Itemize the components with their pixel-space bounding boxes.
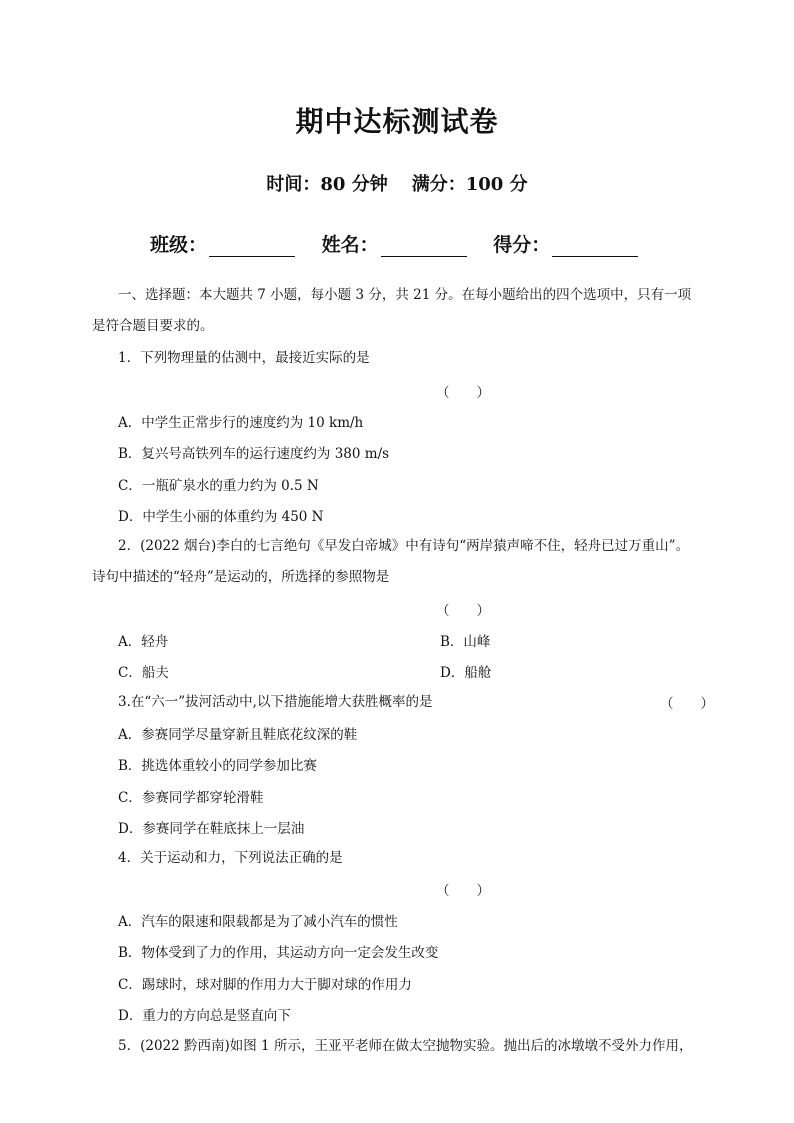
question-3-answer-paren[interactable]: （ ）	[660, 696, 714, 712]
question-2-stem-line1: 2．(2022 烟台)李白的七言绝句《早发白帝城》中有诗句“两岸猿声啼不住，轻舟已过万重山”。	[118, 538, 690, 554]
question-1-stem: 1．下列物理量的估测中，最接近实际的是	[118, 350, 370, 366]
class-blank[interactable]	[209, 236, 295, 257]
question-5-stem: 5．(2022 黔西南)如图 1 所示，王亚平老师在做太空抛物实验。抛出后的冰墩墩不受外力作用，	[118, 1038, 693, 1054]
name-field	[322, 230, 467, 257]
question-3-option-c: C．参赛同学都穿轮滑鞋	[118, 790, 264, 806]
question-2-answer-paren[interactable]: （ ）	[436, 603, 490, 619]
question-2-option-b: B．山峰	[440, 634, 491, 650]
class-field	[150, 230, 295, 257]
section-intro-line2: 是符合题目要求的。	[92, 318, 214, 334]
question-4-option-c: C．踢球时，球对脚的作用力大于脚对球的作用力	[118, 977, 412, 993]
score-field	[493, 230, 638, 257]
question-2-option-c: C．船夫	[118, 665, 169, 681]
question-2-option-a: A．轻舟	[118, 634, 169, 650]
question-3-stem: 3.在“六一”拔河活动中,以下措施能增大获胜概率的是	[118, 694, 433, 710]
score-blank[interactable]	[552, 236, 638, 257]
question-3-option-b: B．挑选体重较小的同学参加比赛	[118, 758, 317, 774]
question-2-stem-line2: 诗句中描述的“轻舟”是运动的，所选择的参照物是	[92, 569, 390, 585]
score-label: 得分：	[493, 234, 551, 256]
time-score-line	[0, 170, 794, 196]
section-intro-line1: 一、选择题：本大题共 7 小题，每小题 3 分，共 21 分。在每小题给出的四个选项中，只有一项	[118, 287, 692, 303]
time-label: 时间：80 分钟	[266, 174, 388, 195]
page-title: 期中达标测试卷	[295, 105, 499, 138]
name-label: 姓名：	[321, 234, 379, 256]
question-4-option-b: B．物体受到了力的作用，其运动方向一定会发生改变	[118, 945, 439, 961]
total-score-label: 满分：100 分	[411, 174, 528, 195]
question-4-stem: 4．关于运动和力，下列说法正确的是	[118, 850, 343, 866]
name-blank[interactable]	[381, 236, 467, 257]
question-3-option-a: A．参赛同学尽量穿新且鞋底花纹深的鞋	[118, 727, 358, 743]
question-2-option-d: D．船舱	[440, 665, 492, 681]
question-4-answer-paren[interactable]: （ ）	[436, 883, 490, 899]
student-info-fields	[150, 230, 710, 257]
question-1-option-c: C．一瓶矿泉水的重力约为 0.5 N	[118, 478, 319, 494]
question-1-option-d: D．中学生小丽的体重约为 450 N	[118, 509, 324, 525]
question-1-answer-paren[interactable]: （ ）	[436, 385, 490, 401]
class-label: 班级：	[150, 234, 208, 256]
question-1-option-a: A．中学生正常步行的速度约为 10 km/h	[118, 415, 364, 431]
question-4-option-a: A．汽车的限速和限载都是为了减小汽车的惯性	[118, 914, 398, 930]
question-4-option-d: D．重力的方向总是竖直向下	[118, 1008, 291, 1024]
question-3-option-d: D．参赛同学在鞋底抹上一层油	[118, 821, 305, 837]
question-1-option-b: B．复兴号高铁列车的运行速度约为 380 m/s	[118, 446, 390, 462]
